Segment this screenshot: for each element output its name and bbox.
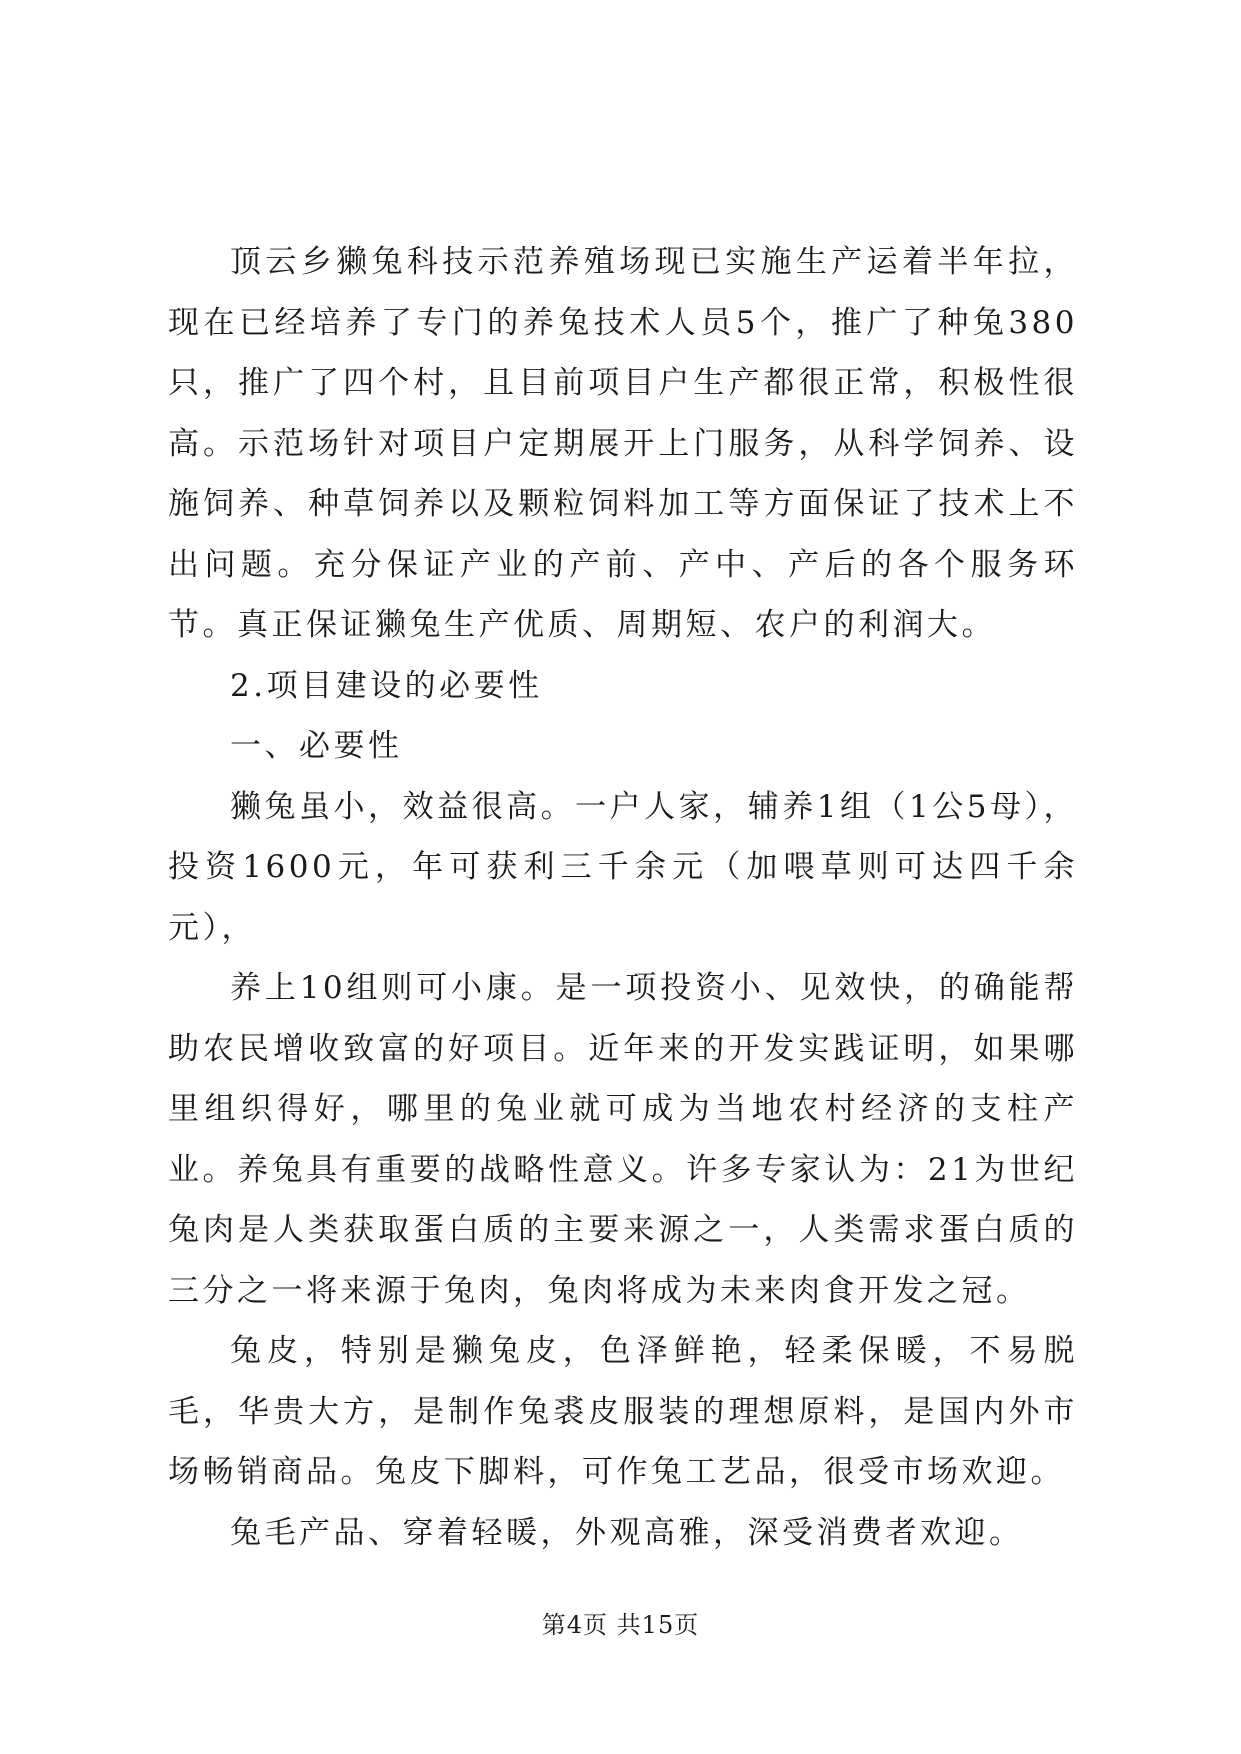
paragraph-rabbit-benefit: 獭兔虽小，效益很高。一户人家，辅养1组（1公5母），投资1600元，年可获利三千余元（加喂草则可达四千余元），: [168, 788, 1078, 946]
paragraph-demo-farm: 顶云乡獭兔科技示范养殖场现已实施生产运着半年拉，现在已经培养了专门的养兔技术人员5个，推广了种兔380只，推广了四个村，且目前项目户生产都很正常，积极性很高。示范场针对项目户定期展开上门服务，从科学饲养、设施饲养、种草饲养以及颗粒饲料加工等方面保证了技术上不出问题。充分保证产业的产前、产中、产后的各个服务环节。真正保证獭兔生产优质、周期短、农户的利润大。: [168, 244, 1078, 643]
paragraph-rabbit-fur: 兔毛产品、穿着轻暖，外观高雅，深受消费者欢迎。: [230, 1514, 1024, 1551]
paragraph-rabbit-skin: 兔皮，特别是獭兔皮，色泽鲜艳，轻柔保暖，不易脱毛，华贵大方，是制作兔裘皮服装的理想原料，是国内外市场畅销商品。兔皮下脚料，可作兔工艺品，很受市场欢迎。: [168, 1333, 1078, 1490]
document-body: [168, 232, 1078, 1563]
subsection-heading-necessity: 一、必要性: [230, 728, 403, 764]
section-heading-necessity: 2.项目建设的必要性: [230, 667, 543, 704]
page-footer: 第4页 共15页: [541, 1611, 700, 1639]
paragraph-income: 养上10组则可小康。是一项投资小、见效快，的确能帮助农民增收致富的好项目。近年来的开发实践证明，如果哪里组织得好，哪里的兔业就可成为当地农村经济的支柱产业。养兔具有重要的战略性意义。许多专家认为：21为世纪兔肉是人类获取蛋白质的主要来源之一，人类需求蛋白质的三分之一将来源于兔肉，兔肉将成为未来肉食开发之冠。: [168, 970, 1078, 1309]
